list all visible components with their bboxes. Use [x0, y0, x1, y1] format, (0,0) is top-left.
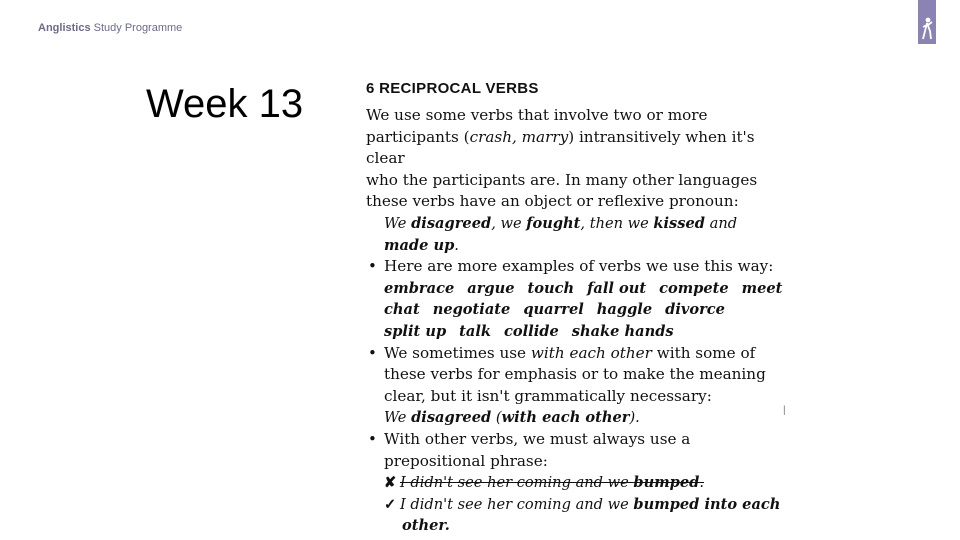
verb: talk [459, 322, 492, 340]
bullet-line: prepositional phrase: [384, 451, 548, 470]
cross-icon: ✘ [384, 474, 397, 492]
verb: embrace [384, 279, 455, 297]
ex-verb: with each other [501, 409, 630, 427]
ex-verb: fought [526, 214, 581, 232]
wrong-sentence [400, 474, 704, 491]
ex-verb: bumped [633, 474, 700, 492]
wrong-example [366, 472, 786, 494]
verb: quarrel [523, 301, 584, 319]
right-example [366, 494, 786, 516]
intro-italic: crash, marry [469, 127, 569, 146]
bullet-more-examples: • Here are more examples of verbs we use this way: [366, 256, 786, 278]
bullet-with-each-other [366, 343, 786, 365]
bullet-continuation [366, 364, 786, 407]
bullet-line: these verbs for emphasis or to make the meaning [384, 365, 766, 384]
ex-text: and [704, 214, 738, 232]
figure-logo-icon [918, 0, 936, 44]
intro-line: We use some verbs that involve two or more [366, 106, 708, 124]
ex-text: , we [491, 214, 527, 232]
intro-paragraph [366, 105, 786, 213]
example-sentence [366, 213, 786, 256]
ex-text: ( [491, 409, 502, 427]
verb: fall out [587, 279, 647, 297]
verb-row [384, 299, 786, 321]
verb: compete [659, 279, 729, 297]
ex-text: We [384, 214, 412, 232]
ex-text: I didn't see her coming and we [400, 474, 634, 492]
bullet-prepositional: • With other verbs, we must always use a [366, 429, 786, 451]
right-example-continuation: other. [402, 517, 450, 535]
verb: divorce [665, 301, 725, 319]
ex-verb: disagreed [411, 214, 492, 232]
verb: argue [467, 279, 515, 297]
ex-text: I didn't see her coming and we [400, 495, 634, 513]
verb-row [384, 278, 786, 300]
verb-row [384, 321, 786, 343]
verb: split up [384, 322, 447, 340]
verb: meet [741, 279, 783, 297]
ex-verb: kissed [653, 214, 705, 232]
intro-line: these verbs have an object or reflexive pronoun: [366, 192, 739, 211]
ex-text: , then we [580, 214, 654, 232]
intro-line [366, 127, 786, 170]
bullet-text: with some of [651, 343, 756, 362]
header-programme [38, 22, 182, 34]
verb: chat [384, 301, 420, 319]
header-brand: Anglistics [38, 22, 91, 34]
page-marker: | [783, 405, 786, 416]
ex-verb: made up [384, 236, 455, 254]
ex-text: ). [629, 409, 640, 427]
verb: haggle [596, 301, 653, 319]
check-icon: ✓ [384, 495, 397, 513]
bullet-text: We sometimes use [384, 343, 531, 362]
verb: collide [504, 322, 559, 340]
example-sentence [366, 407, 786, 429]
ex-text: . [699, 474, 705, 492]
intro-line: who the participants are. In many other languages [366, 170, 758, 189]
ex-text: We [384, 409, 412, 427]
ex-text: . [454, 236, 459, 254]
bullet-line: clear, but it isn't grammatically necessary: [384, 386, 712, 405]
verb-list [366, 278, 786, 343]
ex-verb: bumped into each [633, 495, 781, 513]
bullet-italic: with each other [530, 343, 652, 362]
verb: touch [527, 279, 575, 297]
slide-title: Week 13 [146, 82, 304, 126]
ex-verb: disagreed [411, 409, 492, 427]
section-title: 6 RECIPROCAL VERBS [366, 80, 539, 97]
intro-text: ) intransitively when it's clear [366, 127, 755, 168]
header-subtitle: Study Programme [93, 22, 183, 34]
intro-text: participants ( [366, 127, 470, 146]
verb: negotiate [432, 301, 511, 319]
verb: shake hands [571, 322, 674, 340]
textbook-page [366, 80, 786, 537]
